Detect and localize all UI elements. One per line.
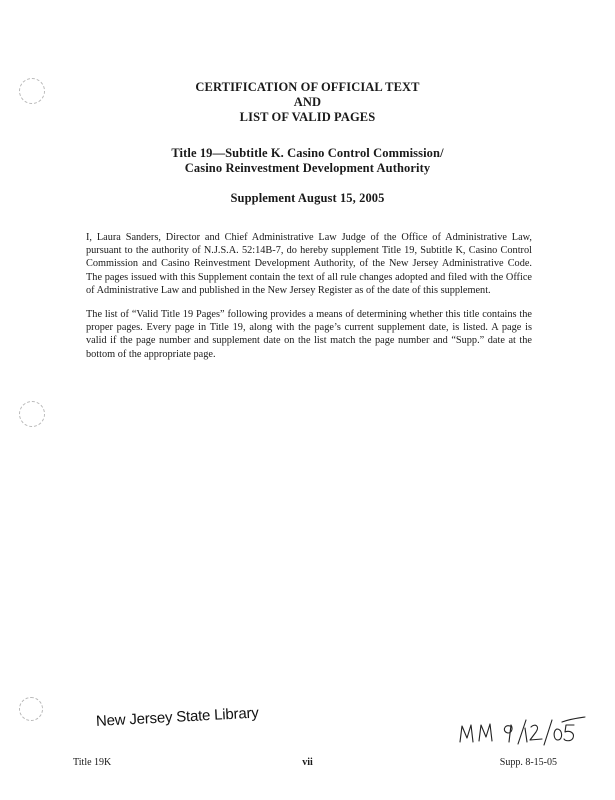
supplement-date: Supplement August 15, 2005	[230, 191, 385, 205]
heading-line-2: AND	[293, 95, 322, 109]
title-line-1: Title 19—Subtitle K. Casino Control Commission/	[171, 146, 444, 160]
footer-supplement: Supp. 8-15-05	[499, 757, 557, 768]
certification-paragraph: I, Laura Sanders, Director and Chief Administrative Law Judge of the Office of Administrative Law, pursuant to the authority of N.J.S.A. 52:14B-7, do hereby supplement Title 19, Subtitle K, Casino Control Commission and Casino Reinvestment Development Authority, of the New Jersey Administrative Code. The pages issued with this Supplement contain the text of all rule changes adopted and filed with the Office of Administrative Law and published in the New Jersey Register as of the date of this supplement.	[86, 232, 532, 296]
valid-pages-paragraph: The list of “Valid Title 19 Pages” following provides a means of determining whether this title contains the proper pages. Every page in Title 19, along with the page’s current supplement date, is listed. A page is valid if the page number and supplement date on the list match the page number and “Supp.” date at the bottom of the appropriate page.	[86, 309, 532, 360]
subtitle-heading	[0, 146, 615, 176]
certification-heading	[0, 80, 615, 125]
library-stamp: New Jersey State Library	[95, 704, 259, 730]
footer-title: Title 19K	[73, 757, 112, 768]
heading-line-1: CERTIFICATION OF OFFICIAL TEXT	[195, 80, 420, 94]
heading-line-3: LIST OF VALID PAGES	[239, 110, 376, 124]
handwritten-signature-icon	[452, 712, 587, 752]
handwritten-initials-date	[452, 712, 587, 752]
supplement-date-heading	[0, 191, 615, 206]
punch-hole	[19, 697, 43, 721]
footer-page-number: vii	[302, 757, 313, 768]
title-line-2: Casino Reinvestment Development Authority	[184, 161, 431, 175]
punch-hole	[19, 401, 45, 427]
